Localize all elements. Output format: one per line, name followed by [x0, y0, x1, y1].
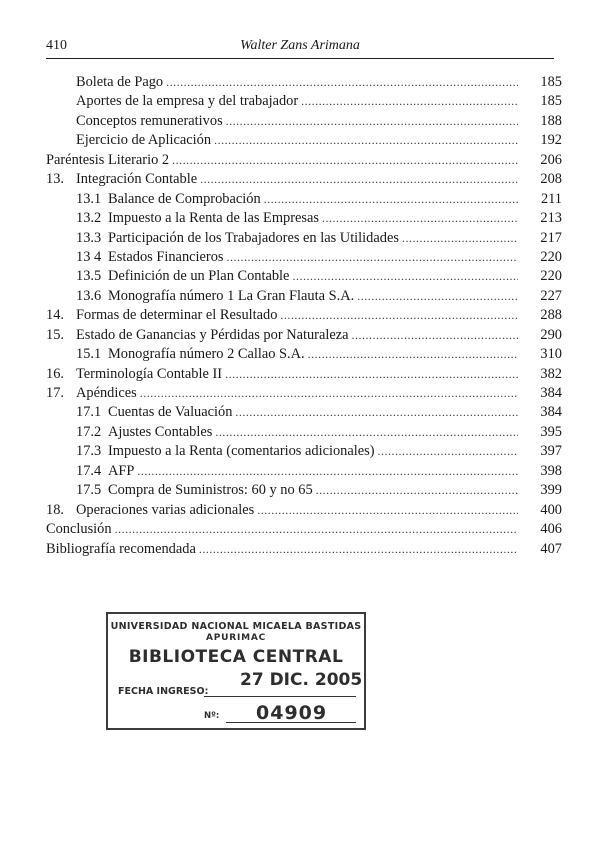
toc-entry-title: Aportes de la empresa y del trabajador	[76, 93, 299, 110]
toc-leader-dots	[226, 112, 518, 131]
toc-entry-label	[76, 267, 289, 286]
toc-row	[46, 190, 562, 209]
toc-entry-number: 14.	[46, 307, 64, 324]
toc-entry-title: Bibliografía recomendada	[46, 540, 196, 557]
toc-entry-title: Estado de Ganancias y Pérdidas por Naturaleza	[76, 326, 349, 343]
toc-entry-page: 288	[540, 307, 562, 324]
toc-entry-label	[46, 540, 196, 559]
toc-entry-label	[46, 170, 197, 189]
toc-entry-number: 13.6	[76, 287, 102, 304]
toc-entry-label	[46, 365, 222, 384]
toc-leader-dots	[166, 73, 518, 92]
toc-entry-number: 17.5	[76, 482, 102, 499]
toc-entry-label	[76, 462, 134, 481]
toc-entry-number: 13.3	[76, 229, 102, 246]
toc-entry-title: Operaciones varias adicionales	[76, 501, 255, 518]
toc-leader-dots	[215, 423, 518, 442]
toc-entry-number: 13 4	[76, 248, 102, 265]
toc-leader-dots	[172, 151, 518, 170]
toc-entry-title: Conceptos remunerativos	[76, 112, 223, 129]
toc-entry-label	[76, 287, 354, 306]
toc-row	[46, 209, 562, 228]
toc-row	[46, 501, 562, 520]
toc-entry-label	[76, 190, 261, 209]
toc-entry-page: 211	[540, 190, 562, 207]
toc-row	[46, 520, 562, 539]
toc-entry-label	[76, 345, 305, 364]
toc-entry-label	[46, 501, 254, 520]
toc-leader-dots	[352, 326, 518, 345]
stamp-number-value: 04909	[256, 702, 328, 724]
page-number: 410	[46, 38, 67, 53]
toc-leader-dots	[402, 229, 518, 248]
toc-entry-title: Paréntesis Literario 2	[46, 151, 170, 168]
toc-row	[46, 112, 562, 131]
toc-entry-number: 17.	[46, 385, 64, 401]
toc-entry-title: Apéndices	[76, 385, 137, 401]
toc-leader-dots	[137, 462, 518, 481]
toc-entry-title: Integración Contable	[76, 171, 198, 188]
toc-leader-dots	[115, 520, 518, 539]
toc-entry-page: 227	[540, 287, 562, 304]
toc-entry-page: 213	[540, 210, 562, 227]
toc-row	[46, 170, 562, 189]
toc-entry-number: 15.	[46, 326, 64, 343]
toc-entry-title: Monografía número 2 Callao S.A.	[108, 346, 305, 363]
toc-entry-label	[46, 306, 277, 325]
toc-leader-dots	[301, 92, 518, 111]
toc-row	[46, 131, 562, 150]
toc-entry-label	[46, 384, 137, 403]
toc-entry-label	[76, 92, 298, 111]
running-head-author: Walter Zans Arimana	[240, 38, 360, 53]
toc-entry-label	[46, 326, 349, 345]
toc-entry-page: 400	[540, 501, 562, 518]
toc-entry-page: 310	[540, 346, 562, 363]
toc-leader-dots	[200, 170, 518, 189]
library-stamp	[106, 612, 366, 730]
toc-entry-page: 384	[540, 404, 562, 421]
toc-entry-number: 13.2	[76, 210, 102, 227]
toc-entry-title: Impuesto a la Renta de las Empresas	[108, 210, 319, 227]
toc-entry-number: 16.	[46, 365, 64, 382]
toc-entry-page: 185	[540, 74, 562, 90]
toc-entry-number: 15.1	[76, 346, 102, 363]
page-header	[46, 38, 554, 58]
toc-leader-dots	[322, 209, 518, 228]
toc-row	[46, 306, 562, 325]
toc-entry-label	[46, 151, 169, 170]
toc-entry-number: 13.1	[76, 190, 102, 207]
toc-entry-title: Balance de Comprobación	[108, 190, 261, 207]
toc-row	[46, 345, 562, 364]
toc-row	[46, 287, 562, 306]
toc-row	[46, 384, 562, 403]
toc-entry-page: 398	[540, 462, 562, 479]
toc-entry-page: 397	[540, 443, 562, 460]
toc-entry-title: Conclusión	[46, 521, 112, 538]
toc-row	[46, 229, 562, 248]
toc-leader-dots	[280, 306, 518, 325]
toc-entry-title: Monografía número 1 La Gran Flauta S.A.	[108, 287, 355, 304]
toc-row	[46, 267, 562, 286]
stamp-library: BIBLIOTECA CENTRAL	[128, 647, 344, 667]
toc-leader-dots	[227, 248, 518, 267]
toc-row	[46, 462, 562, 481]
toc-entry-label	[76, 73, 163, 92]
toc-entry-number: 17.3	[76, 443, 102, 460]
toc-entry-page: 384	[540, 385, 562, 401]
toc-entry-title: Definición de un Plan Contable	[108, 268, 290, 285]
toc-entry-page: 192	[540, 132, 562, 149]
toc-entry-title: Ajustes Contables	[108, 423, 213, 440]
toc-leader-dots	[316, 481, 518, 500]
toc-leader-dots	[292, 267, 518, 286]
toc-entry-title: Boleta de Pago	[76, 74, 164, 90]
stamp-date-value: 27 DIC. 2005	[240, 670, 363, 690]
toc-row	[46, 423, 562, 442]
toc-entry-page: 290	[540, 326, 562, 343]
toc-entry-page: 206	[540, 151, 562, 168]
toc-row	[46, 248, 562, 267]
toc-entry-label	[76, 131, 211, 150]
toc-row	[46, 365, 562, 384]
toc-entry-number: 13.	[46, 171, 64, 188]
stamp-number-label: Nº:	[204, 711, 220, 721]
toc-entry-label	[76, 442, 375, 461]
toc-entry-label	[76, 423, 212, 442]
toc-entry-label	[46, 520, 112, 539]
stamp-date-line	[204, 696, 356, 697]
toc-entry-label	[76, 403, 232, 422]
toc-entry-page: 208	[540, 171, 562, 188]
toc-entry-title: Compra de Suministros: 60 y no 65	[108, 482, 313, 499]
toc-entry-page: 220	[540, 268, 562, 285]
toc-entry-title: Estados Financieros	[108, 248, 224, 265]
toc-entry-title: Cuentas de Valuación	[108, 404, 233, 421]
toc-entry-page: 382	[540, 365, 562, 382]
toc-entry-page: 220	[540, 248, 562, 265]
stamp-date-label: FECHA INGRESO:	[118, 686, 209, 697]
stamp-number-line	[226, 722, 356, 723]
toc-entry-title: AFP	[108, 462, 135, 479]
toc-entry-page: 406	[540, 521, 562, 538]
toc-leader-dots	[214, 131, 518, 150]
toc-leader-dots	[225, 365, 518, 384]
toc-entry-number: 13.5	[76, 268, 102, 285]
toc-entry-number: 17.2	[76, 423, 102, 440]
toc-leader-dots	[140, 384, 518, 403]
toc-entry-label	[76, 248, 224, 267]
toc-row	[46, 540, 562, 559]
toc-entry-title: Ejercicio de Aplicación	[76, 132, 212, 149]
toc-entry-title: Participación de los Trabajadores en las Utilidades	[108, 229, 399, 246]
toc-row	[46, 73, 562, 92]
toc-leader-dots	[264, 190, 518, 209]
toc-leader-dots	[308, 345, 518, 364]
toc-entry-title: Terminología Contable II	[76, 365, 223, 382]
toc-entry-page: 399	[540, 482, 562, 499]
header-rule	[46, 58, 554, 59]
toc-entry-title: Formas de determinar el Resultado	[76, 307, 278, 324]
toc-leader-dots	[357, 287, 518, 306]
toc-entry-title: Impuesto a la Renta (comentarios adicionales)	[108, 443, 375, 460]
toc-entry-page: 188	[540, 112, 562, 129]
toc-entry-page: 407	[540, 540, 562, 557]
toc-row	[46, 326, 562, 345]
toc-leader-dots	[235, 403, 518, 422]
toc-entry-page: 395	[540, 423, 562, 440]
toc-leader-dots	[257, 501, 518, 520]
toc-row	[46, 481, 562, 500]
toc-row	[46, 442, 562, 461]
toc-entry-label	[76, 112, 223, 131]
toc-entry-page: 217	[540, 229, 562, 246]
toc-leader-dots	[199, 540, 518, 559]
toc-entry-number: 17.1	[76, 404, 102, 421]
stamp-region: APURIMAC	[205, 633, 267, 643]
toc-row	[46, 151, 562, 170]
toc-entry-page: 185	[540, 93, 562, 110]
table-of-contents	[46, 73, 562, 559]
toc-entry-number: 18.	[46, 501, 64, 518]
toc-entry-label	[76, 229, 399, 248]
stamp-university: UNIVERSIDAD NACIONAL MICAELA BASTIDAS	[110, 621, 362, 632]
toc-entry-number: 17.4	[76, 462, 102, 479]
toc-entry-label	[76, 209, 319, 228]
toc-row	[46, 403, 562, 422]
toc-row	[46, 92, 562, 111]
toc-entry-label	[76, 481, 313, 500]
toc-leader-dots	[378, 442, 518, 461]
